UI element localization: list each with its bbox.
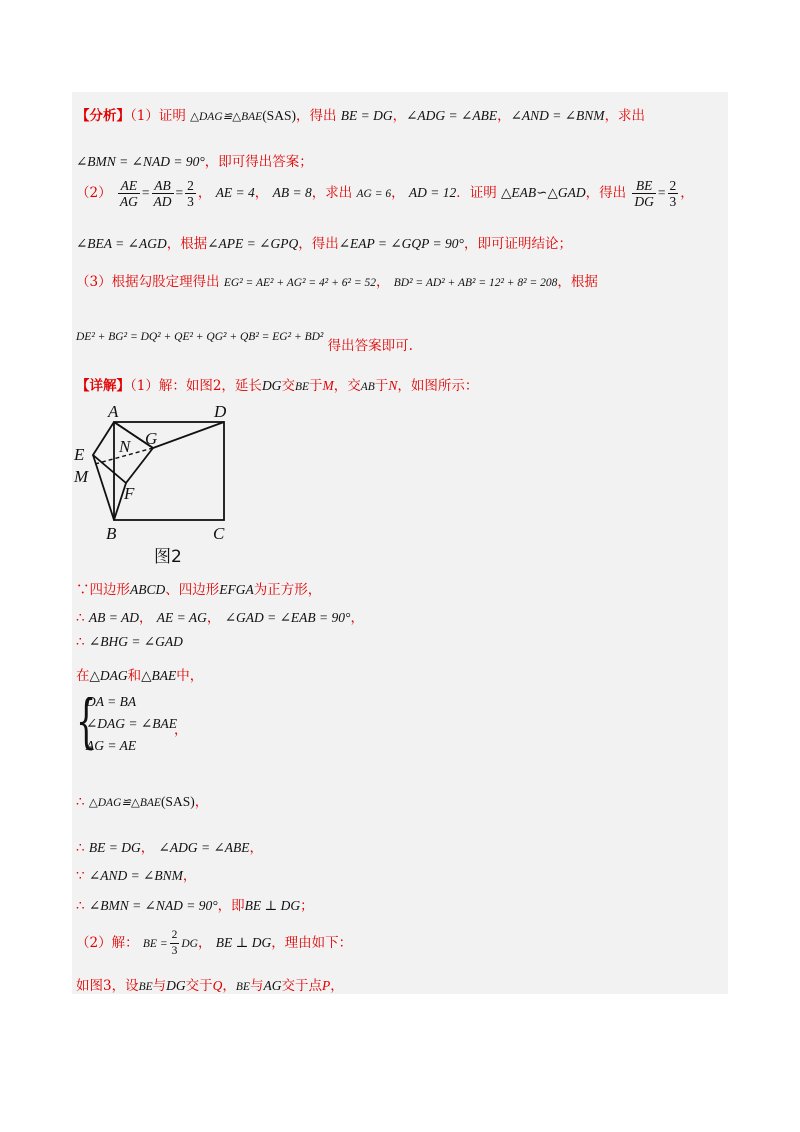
punct: ，: [375, 274, 390, 290]
math-expr: ∠BMN = ∠NAD = 90°: [76, 154, 205, 169]
detail-text: 交于: [185, 978, 213, 994]
detail-text: 在: [76, 668, 90, 684]
fraction: $\frac{2}{3}$: [187, 178, 194, 209]
math-expr: BE: [294, 381, 309, 393]
step-congruence: [76, 790, 208, 810]
detail-text: 于: [374, 378, 389, 394]
detail-text: 中，: [176, 668, 204, 684]
math-expr: BE ⊥ DG: [215, 935, 272, 950]
detail-text: ；: [300, 898, 314, 914]
math-expr: ∠GAD = ∠EAB = 90°: [224, 610, 351, 625]
punct: ，: [391, 185, 405, 201]
step-in-triangles: [76, 664, 203, 684]
analysis-line-4: [76, 232, 572, 252]
label-c: C: [213, 524, 225, 543]
square-abcd: [114, 422, 224, 520]
punct: ，: [140, 840, 155, 856]
analysis-line-5: [76, 270, 598, 290]
math-expr: ∠APE = ∠GPQ: [207, 236, 299, 251]
therefore-symbol: ∴: [76, 898, 85, 914]
math-expr: ∠BMN = ∠NAD = 90°: [88, 898, 218, 913]
detail-text: 与: [152, 978, 167, 994]
therefore-symbol: ∴: [76, 634, 85, 650]
math-expr: ABCD: [130, 582, 166, 597]
math-expr: BE = DG: [88, 840, 141, 855]
fraction: $\frac{2}{3}$: [171, 929, 178, 957]
therefore-symbol: ∴: [76, 610, 85, 626]
segment-dg: [153, 422, 224, 448]
punct: ，: [254, 185, 269, 201]
punct: ，: [206, 610, 221, 626]
label-a: A: [108, 402, 119, 421]
math-expr: DG: [166, 978, 186, 993]
punct: ，: [392, 108, 407, 124]
congruence-expr: △DAG≌△BAE: [190, 111, 263, 123]
math-expr: ∠AND = ∠BNM: [88, 868, 183, 883]
math-expr: ∠BEA = ∠AGD: [76, 236, 167, 251]
question-2-line: [76, 928, 352, 959]
system-row: DA = BA: [86, 694, 137, 709]
math-expr: AE = AG: [156, 610, 207, 625]
congruence-expr: △DAG≌△BAE: [88, 797, 161, 809]
label-m: M: [74, 467, 89, 486]
analysis-text: ，得出: [295, 108, 337, 124]
detail-text: 于: [309, 378, 323, 394]
math-expr: BE ⊥ DG: [244, 898, 301, 913]
analysis-line-3: （2） $\frac{AE}{AG}$ = $\frac{AB}{AD}$ = $\frac{2}{3}$ ， AE = 4， AB = 8，求出 AG = 6， AD = 12．证明 △EAB∽△GAD，得出 $\frac{BE}{DG}$ = $\frac{2}{3}$ ，: [76, 178, 694, 209]
math-expr: ∠BHG = ∠GAD: [88, 634, 183, 649]
detail-text: ，即: [217, 898, 245, 914]
analysis-line-2: [76, 150, 313, 170]
math-expr: BE =: [142, 938, 168, 950]
step-angle-bhg: [76, 634, 183, 650]
analysis-text: ，得出: [298, 236, 339, 252]
analysis-text: ，即可得出答案；: [204, 154, 313, 170]
punct: ，: [197, 935, 212, 951]
because-symbol: ∵: [76, 868, 85, 884]
math-expr: ∠ADG = ∠ABE: [406, 108, 498, 123]
analysis-text: （1）证明: [130, 108, 186, 124]
math-var: Q: [212, 978, 223, 993]
punct: ，: [197, 185, 212, 201]
math-expr: ∠ADG = ∠ABE: [158, 840, 250, 855]
detail-text: ，理由如下：: [271, 935, 353, 951]
fraction: $\frac{AB}{AD}$: [153, 178, 172, 209]
analysis-text: ．证明: [456, 185, 497, 201]
sas-label: (SAS): [262, 108, 296, 123]
detail-text: ，如图所示：: [397, 378, 479, 394]
label-b: B: [106, 524, 117, 543]
punct: ，: [194, 794, 209, 810]
label-e: E: [74, 445, 85, 464]
detail-text: 交于点: [281, 978, 322, 994]
math-expr: AG = 6: [356, 188, 392, 200]
math-expr: BE = DG: [340, 108, 393, 123]
label-f: F: [124, 484, 135, 503]
label-d: D: [214, 402, 227, 421]
math-expr: ∠EAP = ∠GQP = 90°: [338, 236, 464, 251]
punct: ，: [182, 868, 197, 884]
left-brace: {: [76, 687, 97, 755]
sas-label: (SAS): [160, 794, 195, 809]
math-expr: AD = 12: [408, 185, 457, 200]
system-row: AG = AE: [86, 738, 137, 753]
math-expr: AB: [360, 381, 375, 393]
math-expr: EG² = AE² + AG² = 4² + 6² = 52: [223, 277, 376, 289]
therefore-symbol: ∴: [76, 840, 85, 856]
analysis-tag: 【分析】: [76, 108, 130, 124]
math-expr: BD² = AD² + AB² = 12² + 8² = 208: [393, 277, 558, 289]
punct: ，: [680, 185, 694, 201]
analysis-text: （2）: [76, 185, 112, 201]
math-expr: AG: [263, 978, 282, 993]
math-var: M: [322, 378, 334, 393]
math-expr: △DAG: [89, 668, 128, 683]
detail-text: 如图3，设: [76, 978, 139, 994]
detail-text: 和: [127, 668, 142, 684]
detail-text: ，: [330, 978, 344, 994]
punct: ，: [174, 722, 188, 738]
analysis-text: （3）根据勾股定理得出: [76, 274, 220, 290]
punct: ，: [350, 610, 364, 626]
detail-text: ∵四边形: [76, 582, 130, 598]
math-expr: DG: [181, 938, 198, 950]
analysis-text: ，得出: [585, 185, 627, 201]
label-g: G: [145, 429, 158, 448]
detail-text: 、四边形: [165, 582, 220, 598]
figure-caption: 图2: [154, 547, 182, 567]
detail-text: ，: [222, 978, 236, 994]
math-expr: DG: [261, 378, 282, 393]
analysis-text: ，求出: [311, 185, 353, 201]
math-expr: △BAE: [141, 668, 177, 683]
step-perpendicular: [76, 894, 314, 914]
step-because-squares: [76, 578, 321, 598]
step-and-bnm: [76, 864, 196, 884]
analysis-line-1: [76, 104, 645, 124]
math-expr: EFGA: [219, 582, 254, 597]
fraction: $\frac{AE}{AG}$: [119, 178, 138, 209]
punct: ，: [497, 108, 511, 124]
detail-tag: 【详解】: [76, 378, 130, 394]
detail-text: 交: [281, 378, 295, 394]
detail-intro: [76, 374, 478, 394]
step-be-dg: [76, 836, 263, 856]
math-expr: ∠AND = ∠BNM: [510, 108, 605, 123]
math-expr: BE: [235, 981, 250, 993]
system-row: ∠DAG = ∠BAE: [86, 716, 177, 731]
figure-3-line: [76, 974, 344, 994]
fraction: $\frac{BE}{DG}$: [634, 178, 654, 209]
detail-text: ，交: [333, 378, 361, 394]
detail-text: （1）解：如图2，延长: [130, 378, 262, 394]
therefore-symbol: ∴: [76, 794, 85, 810]
analysis-text: ，根据: [557, 274, 598, 290]
detail-text: （2）解：: [76, 935, 139, 951]
punct: ，: [249, 840, 264, 856]
math-expr: AB = 8: [272, 185, 312, 200]
math-expr: DE² + BG² = DQ² + QE² + QG² + QB² = EG² + BD²: [76, 331, 324, 343]
detail-text: 为正方形，: [253, 582, 322, 598]
math-expr: AE = 4: [215, 185, 255, 200]
label-n: N: [119, 437, 131, 456]
analysis-text: ，即可证明结论；: [463, 236, 572, 252]
analysis-text: ，根据: [166, 236, 208, 252]
fraction: $\frac{2}{3}$: [669, 178, 677, 209]
math-var: N: [388, 378, 398, 393]
analysis-text: 得出答案即可.: [327, 338, 413, 354]
math-var: P: [321, 978, 331, 993]
geometry-figure-2: [72, 398, 242, 574]
math-expr: AB = AD: [88, 610, 139, 625]
math-expr: BE: [138, 981, 153, 993]
analysis-line-6: [76, 324, 413, 354]
similarity-expr: △EAB∽△GAD: [501, 185, 586, 200]
step-equalities: [76, 606, 364, 626]
analysis-text: ，求出: [604, 108, 646, 124]
detail-text: 与: [249, 978, 264, 994]
punct: ，: [139, 610, 153, 626]
